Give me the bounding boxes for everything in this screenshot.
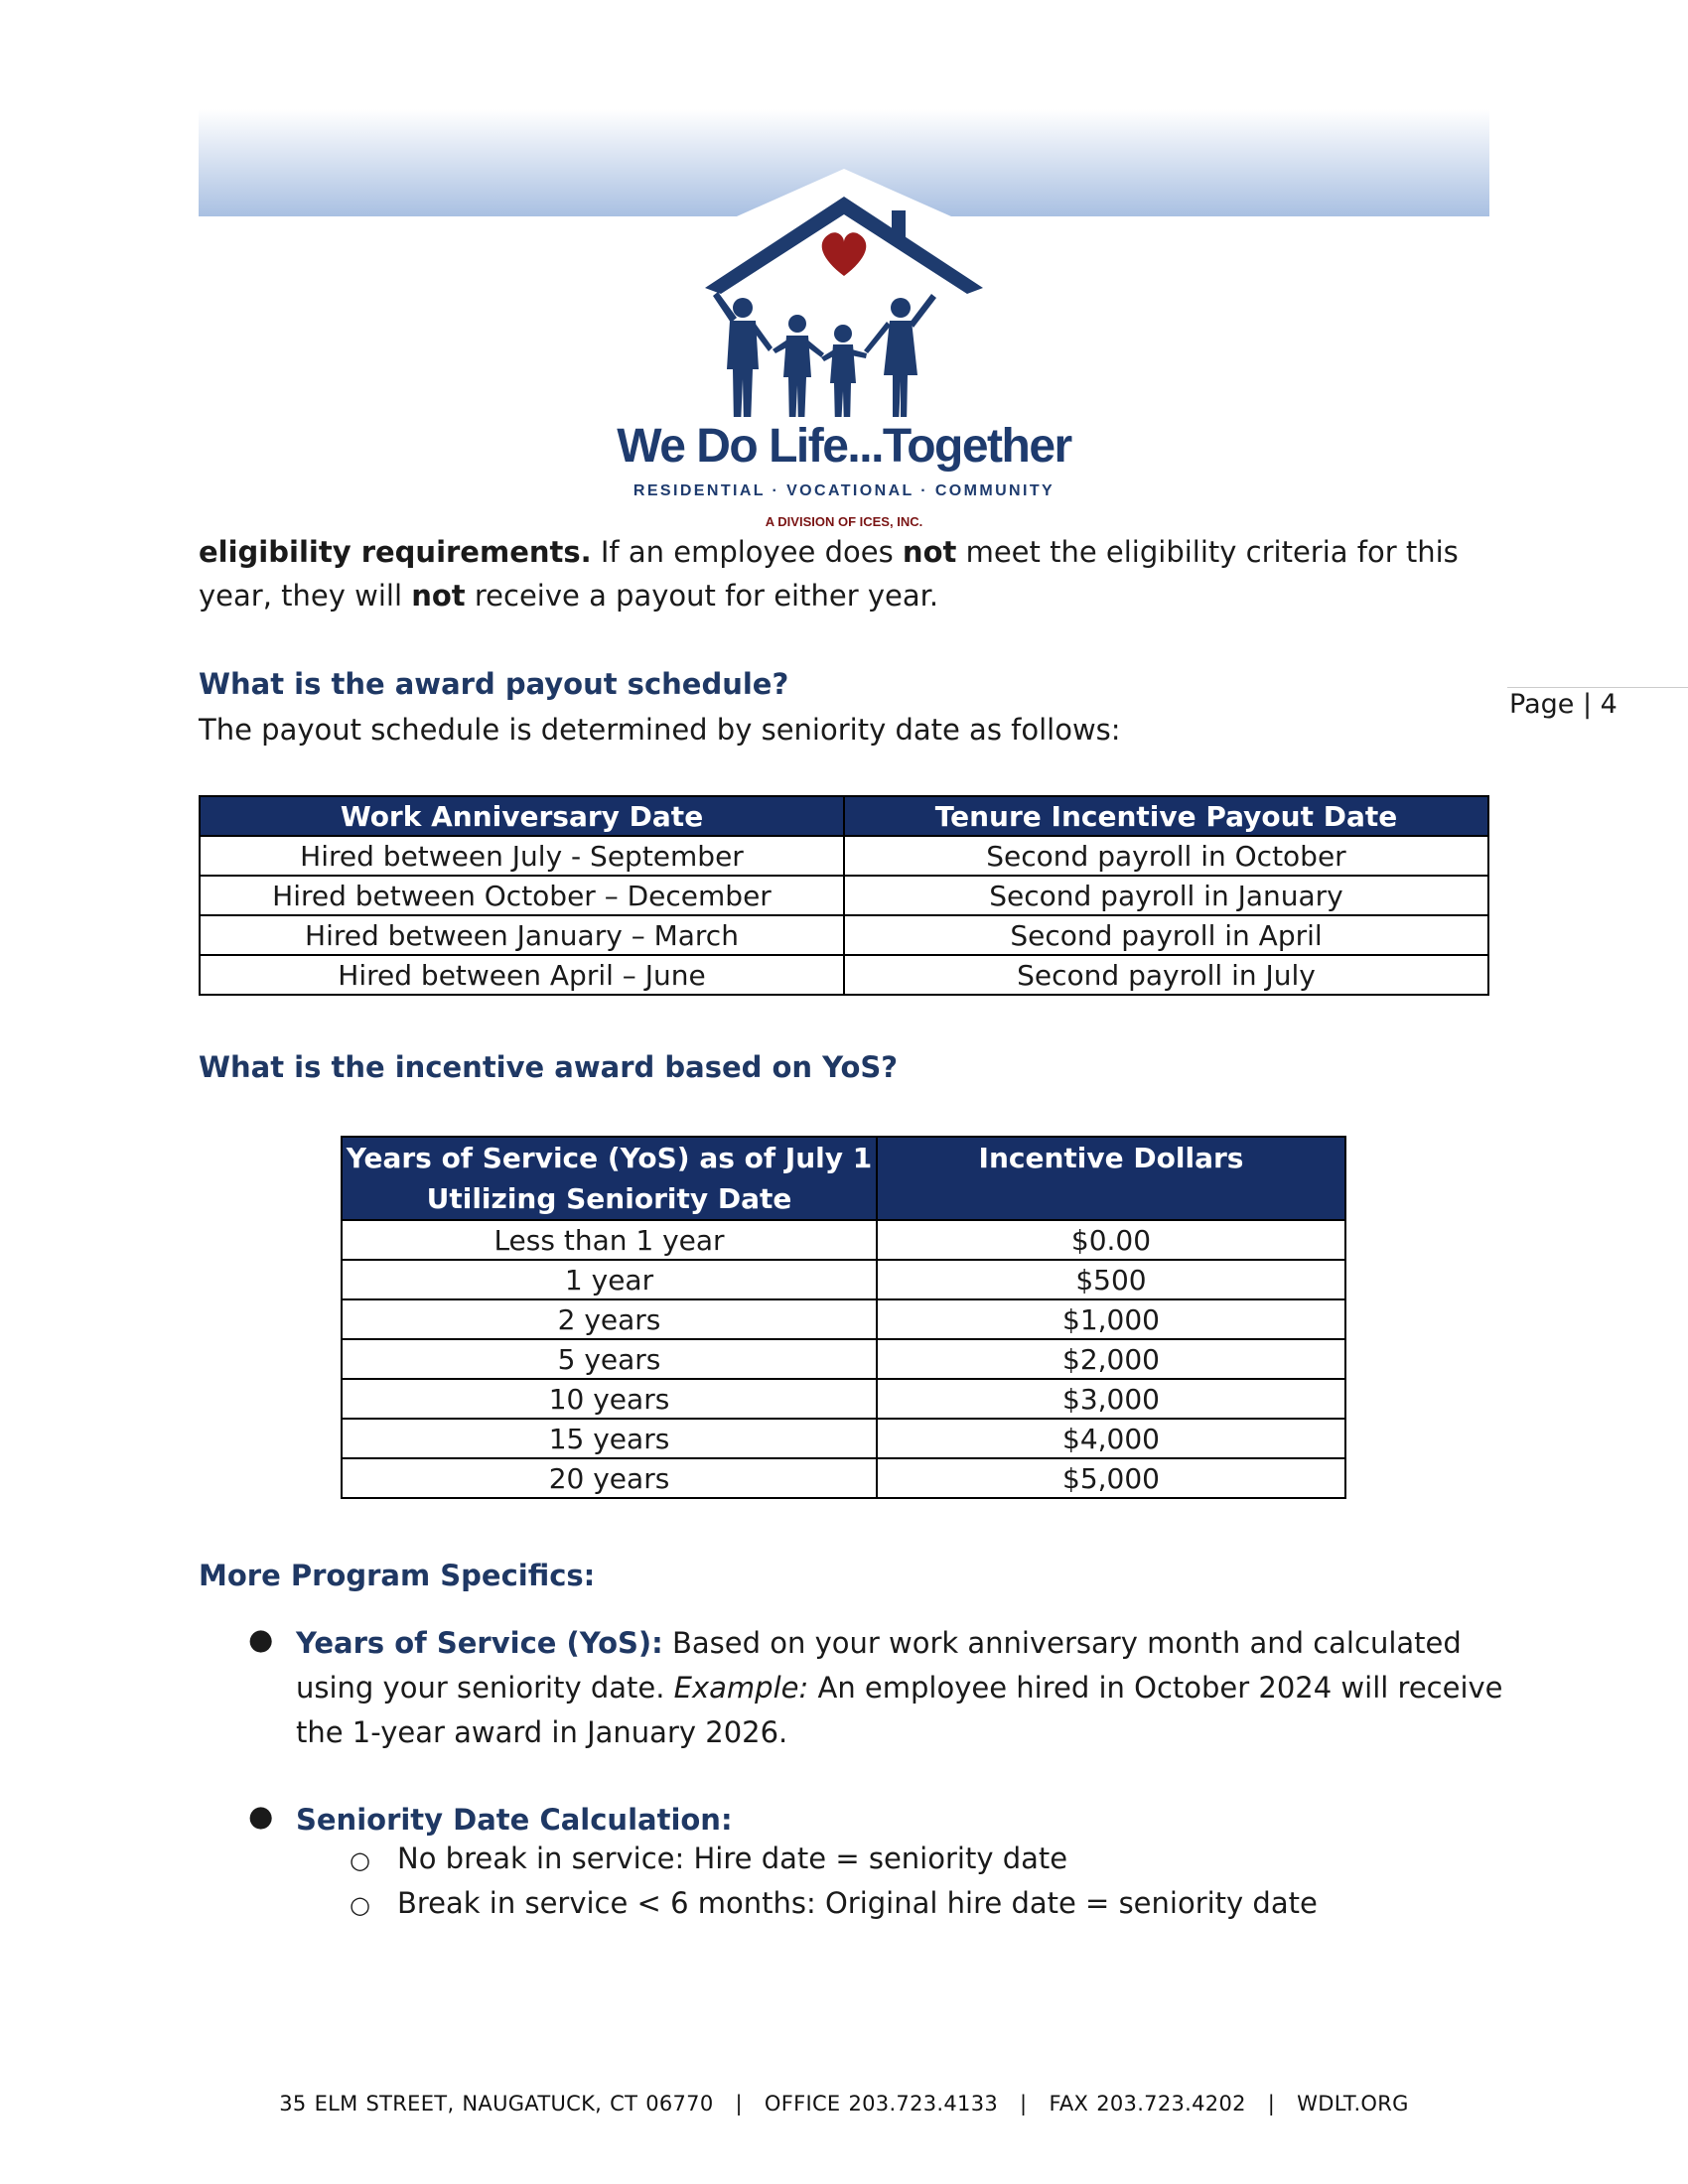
incentive-award-table (341, 1136, 1346, 1499)
table-cell: 15 years (342, 1419, 877, 1458)
table-row (342, 1458, 1345, 1498)
incentive-heading: What is the incentive award based on YoS? (199, 1050, 899, 1084)
table-cell: $0.00 (877, 1220, 1345, 1260)
table-cell: Second payroll in July (844, 955, 1488, 995)
footer-office: OFFICE 203.723.4133 (764, 2092, 999, 2116)
table-cell: 5 years (342, 1339, 877, 1379)
page-number-rule (1507, 687, 1688, 688)
circle-bullet-icon: ○ (350, 1891, 370, 1919)
footer-address: 35 ELM STREET, NAUGATUCK, CT 06770 (279, 2092, 714, 2116)
footer-fax: FAX 203.723.4202 (1049, 2092, 1246, 2116)
table-row (342, 1419, 1345, 1458)
logo-tagline: RESIDENTIAL · VOCATIONAL · COMMUNITY (633, 482, 1055, 499)
table-row (342, 1299, 1345, 1339)
table-cell: 2 years (342, 1299, 877, 1339)
table-row (200, 955, 1488, 995)
table-cell: Hired between April – June (200, 955, 844, 995)
bullet-icon: ● (248, 1622, 274, 1656)
bullet-icon: ● (248, 1799, 274, 1833)
table-cell: Hired between January – March (200, 915, 844, 955)
table-cell: 1 year (342, 1260, 877, 1299)
table-cell: $4,000 (877, 1419, 1345, 1458)
page-number: Page | 4 (1509, 689, 1618, 720)
table-cell: Second payroll in January (844, 876, 1488, 915)
table-header-row (342, 1137, 1345, 1220)
table-row (200, 836, 1488, 876)
payout-schedule-table (199, 795, 1489, 996)
house-family-logo-icon (556, 159, 1132, 417)
intro-bold-eligibility: eligibility requirements. (199, 535, 592, 569)
table-row (342, 1339, 1345, 1379)
footer: 35 ELM STREET, NAUGATUCK, CT 06770 | OFFICE 203.723.4133 | FAX 203.723.4202 | WDLT.ORG (279, 2092, 1409, 2116)
yos-bullet-text: Years of Service (YoS): Based on your work anniversary month and calculated using your seniority date. Example: An employee hired in October 2024 will receive the 1-year award in January 2026. (296, 1626, 1503, 1749)
table-cell: $1,000 (877, 1299, 1345, 1339)
table-cell: Less than 1 year (342, 1220, 877, 1260)
logo-division: A DIVISION OF ICES, INC. (765, 514, 923, 529)
payout-heading: What is the award payout schedule? (199, 667, 789, 701)
column-header: Tenure Incentive Payout Date (844, 796, 1488, 836)
table-cell: Hired between July - September (200, 836, 844, 876)
table-row (200, 915, 1488, 955)
column-header-dollars: Incentive Dollars (877, 1137, 1345, 1220)
table-header-row (200, 796, 1488, 836)
intro-paragraph: eligibility requirements. If an employee does not meet the eligibility criteria for this year, they will not receive a payout for either year. (199, 535, 1459, 613)
logo-title: We Do Life...Together (617, 420, 1071, 473)
table-cell: Second payroll in October (844, 836, 1488, 876)
table-row (342, 1379, 1345, 1419)
sub-item: Break in service < 6 months: Original hire date = seniority date (397, 1886, 1318, 1920)
table-cell: 20 years (342, 1458, 877, 1498)
table-cell: $5,000 (877, 1458, 1345, 1498)
table-cell: Second payroll in April (844, 915, 1488, 955)
seniority-lead: Seniority Date Calculation: (296, 1803, 733, 1837)
table-cell: Hired between October – December (200, 876, 844, 915)
column-header-yos: Years of Service (YoS) as of July 1 Utilizing Seniority Date (342, 1137, 877, 1220)
table-row (200, 876, 1488, 915)
table-cell: $500 (877, 1260, 1345, 1299)
table-row (342, 1220, 1345, 1260)
table-cell: $2,000 (877, 1339, 1345, 1379)
yos-lead: Years of Service (YoS): (296, 1626, 663, 1660)
table-cell: 10 years (342, 1379, 877, 1419)
footer-website[interactable]: WDLT.ORG (1297, 2092, 1409, 2116)
circle-bullet-icon: ○ (350, 1846, 370, 1874)
column-header: Work Anniversary Date (200, 796, 844, 836)
sub-item: No break in service: Hire date = seniority date (397, 1842, 1068, 1875)
specifics-heading: More Program Specifics: (199, 1559, 596, 1592)
payout-description: The payout schedule is determined by seniority date as follows: (199, 713, 1121, 747)
table-row (342, 1260, 1345, 1299)
table-cell: $3,000 (877, 1379, 1345, 1419)
